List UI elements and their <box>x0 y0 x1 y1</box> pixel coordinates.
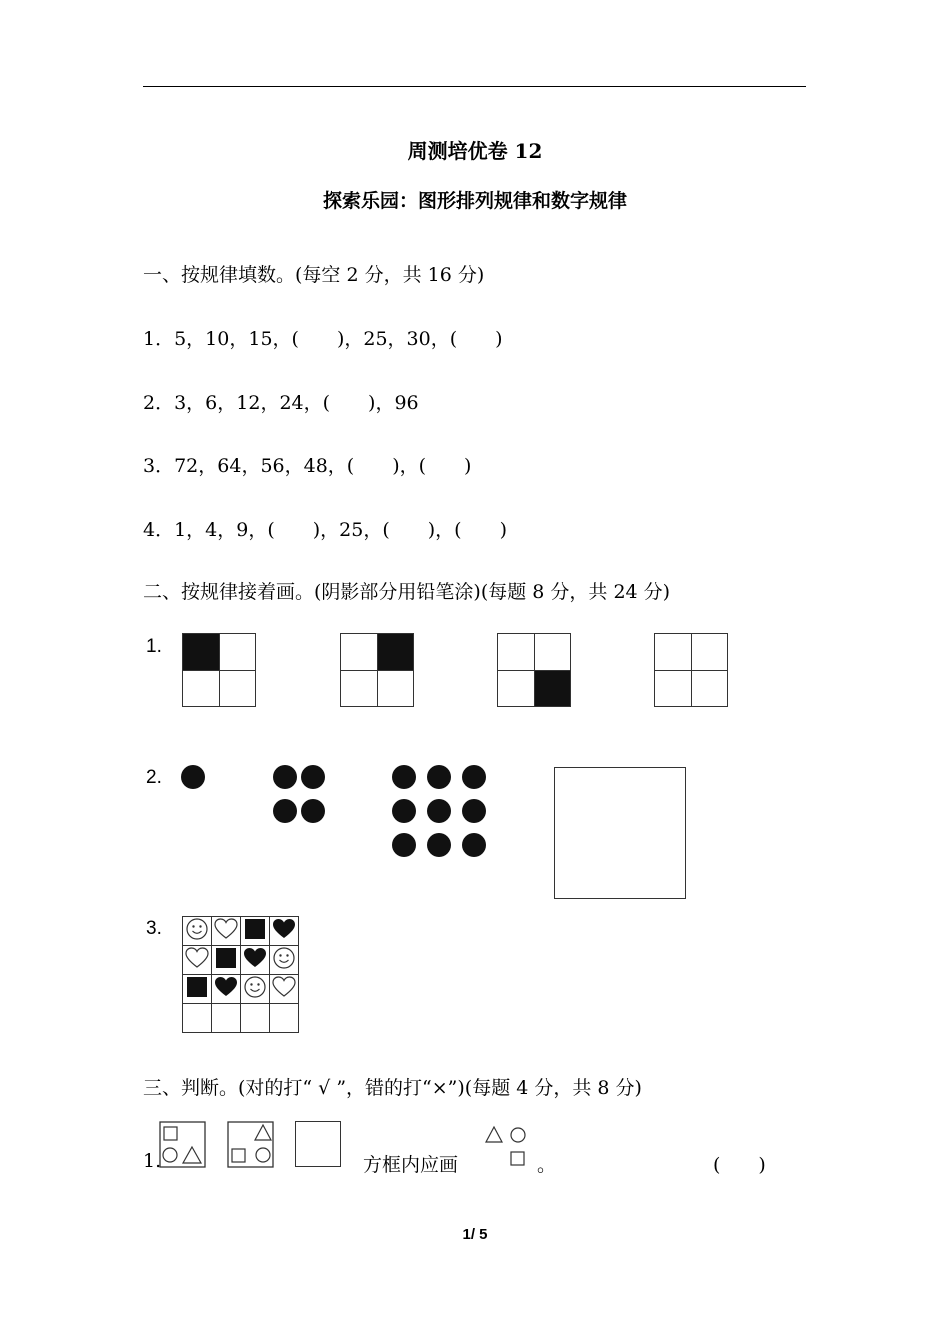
judge-item-text: 方框内应画 <box>363 1154 459 1176</box>
black-square-icon <box>183 975 212 1004</box>
empty-answer-cell[interactable] <box>183 1004 212 1033</box>
heart-outline-icon <box>183 946 212 975</box>
shape-box-1 <box>159 1121 207 1169</box>
problem-1-label: 1. <box>146 636 162 657</box>
top-rule <box>143 86 806 87</box>
proposed-shapes <box>482 1124 532 1172</box>
problem-2-label: 2. <box>146 767 162 788</box>
dot-group-4 <box>273 765 333 825</box>
heart-black-icon <box>270 917 299 946</box>
section1-item-2: 2．3，6，12，24，( )，96 <box>143 392 419 414</box>
section1-item-1: 1．5，10，15，( )，25，30，( ) <box>143 328 503 350</box>
empty-answer-cell[interactable] <box>212 1004 241 1033</box>
judge-item-number: 1. <box>143 1150 162 1172</box>
page-subtitle: 探索乐园：图形排列规律和数字规律 <box>322 190 627 212</box>
empty-answer-cell[interactable] <box>270 1004 299 1033</box>
shape-box-2 <box>227 1121 275 1169</box>
heart-outline-icon <box>270 975 299 1004</box>
shape-pattern-grid <box>182 916 299 1033</box>
page-number: 1/ 5 <box>462 1226 488 1243</box>
heart-black-icon <box>212 975 241 1004</box>
problem-3-label: 3. <box>146 918 162 939</box>
section3-heading: 三、判断。(对的打“ √ ”，错的打“×”)(每题 4 分，共 8 分) <box>143 1077 642 1099</box>
smiley-icon <box>270 946 299 975</box>
empty-answer-cell[interactable] <box>241 1004 270 1033</box>
smiley-icon <box>241 975 270 1004</box>
section1-item-4: 4．1，4，9，( )，25，( )，( ) <box>143 519 508 541</box>
dot-group-9 <box>392 765 492 865</box>
pattern-grid-answer[interactable] <box>654 633 728 707</box>
black-square-icon <box>241 917 270 946</box>
dot-answer-box[interactable] <box>554 767 686 899</box>
shape-answer-box[interactable] <box>295 1121 341 1167</box>
pattern-grid-1 <box>182 633 256 707</box>
heart-outline-icon <box>212 917 241 946</box>
dot-group-1 <box>181 765 211 795</box>
section1-item-3: 3．72，64，56，48，( )，( ) <box>143 455 472 477</box>
pattern-grid-2 <box>340 633 414 707</box>
page-title: 周测培优卷 12 <box>407 139 543 163</box>
smiley-icon <box>183 917 212 946</box>
black-square-icon <box>212 946 241 975</box>
judge-item-period: 。 <box>537 1154 557 1176</box>
pattern-grid-3 <box>497 633 571 707</box>
judge-answer-bracket[interactable]: ( ) <box>713 1154 766 1176</box>
section2-heading: 二、按规律接着画。(阴影部分用铅笔涂)(每题 8 分，共 24 分) <box>143 581 671 603</box>
section1-heading: 一、按规律填数。(每空 2 分，共 16 分) <box>143 264 485 286</box>
heart-black-icon <box>241 946 270 975</box>
